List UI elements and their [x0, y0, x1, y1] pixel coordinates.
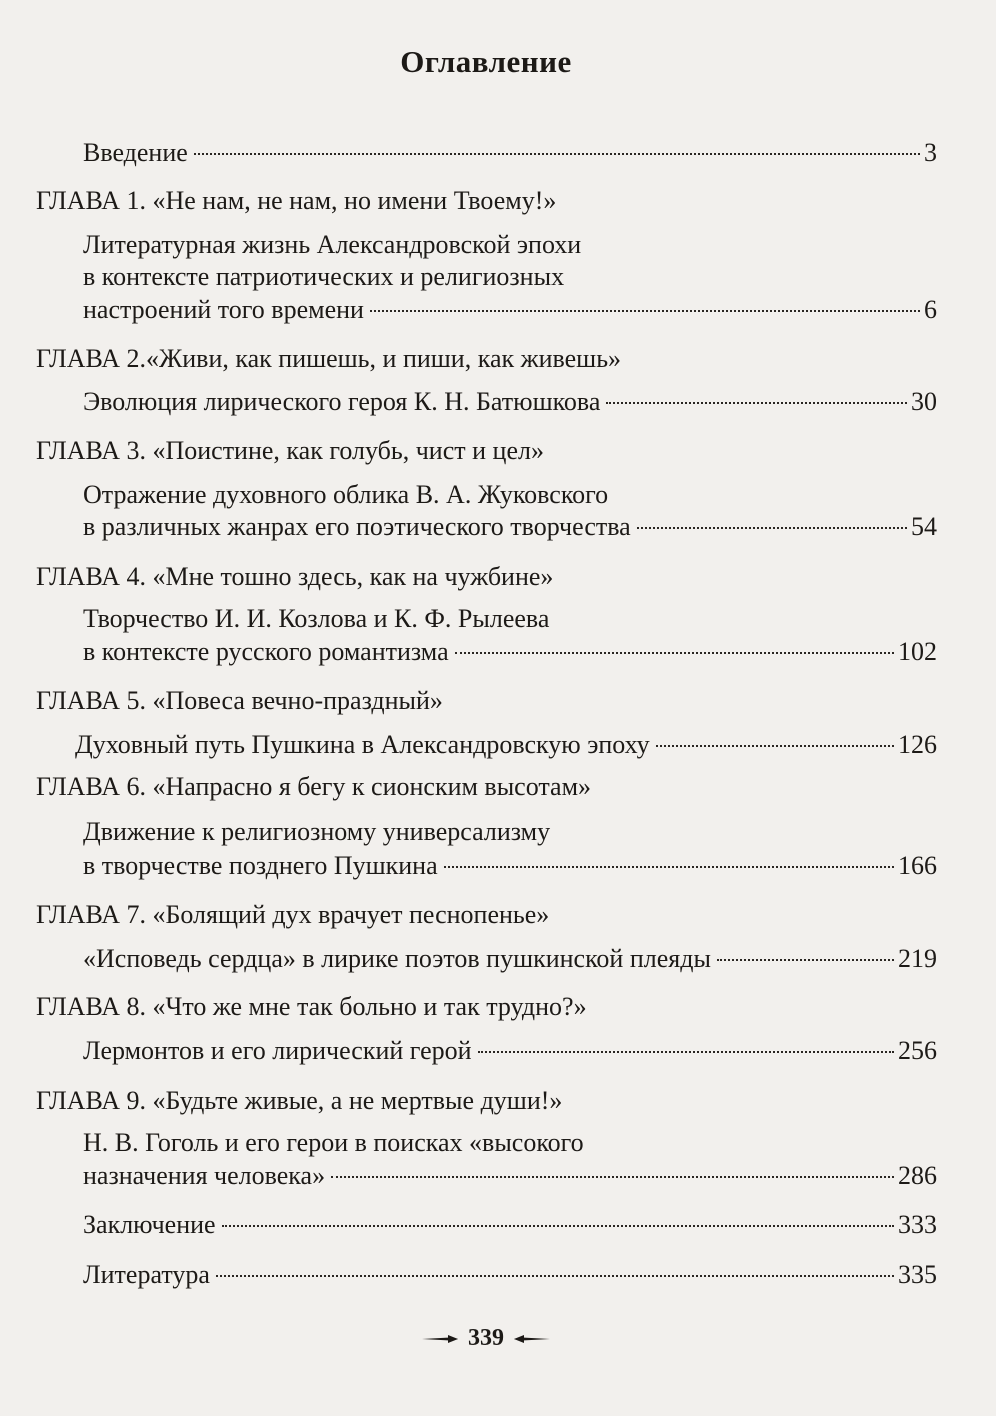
toc-page-number: 166: [898, 851, 937, 880]
toc-entry-chapter-1: [83, 293, 937, 327]
chapter-heading-6: ГЛАВА 6. «Напрасно я бегу к сионским высотам»: [36, 772, 592, 801]
toc-entry-text: в контексте русского романтизма: [83, 637, 449, 666]
dot-leader: [222, 1225, 894, 1227]
chapter-heading-2: ГЛАВА 2.«Живи, как пишешь, и пиши, как живешь»: [36, 344, 622, 373]
toc-entry-text: Лермонтов и его лирический герой: [83, 1036, 472, 1065]
toc-entry-chapter-2: [83, 385, 937, 419]
toc-page-number: 3: [924, 138, 937, 167]
toc-entry-text: Духовный путь Пушкина в Александровскую эпоху: [75, 730, 650, 759]
chapter-subtitle-line: Литературная жизнь Александровской эпохи: [83, 230, 582, 259]
chapter-heading-8: ГЛАВА 8. «Что же мне так больно и так трудно?»: [36, 992, 587, 1021]
toc-entry-chapter-5: [75, 728, 937, 762]
page-title: Оглавление: [400, 44, 572, 79]
toc-entry-text: Введение: [83, 138, 188, 167]
right-ornament-icon: [512, 1332, 552, 1346]
toc-entry-chapter-7: [83, 942, 937, 976]
dot-leader: [370, 310, 920, 312]
toc-page-number: 6: [924, 295, 937, 324]
page-number-footer: [0, 1325, 972, 1352]
toc-page-number: 126: [898, 730, 937, 759]
chapter-heading-5: ГЛАВА 5. «Повеса вечно-праздный»: [36, 686, 443, 715]
toc-entry-chapter-3: [83, 510, 937, 544]
toc-entry-text: настроений того времени: [83, 295, 364, 324]
toc-entry-chapter-8: [83, 1034, 937, 1068]
dot-leader: [194, 153, 920, 155]
chapter-heading-3: ГЛАВА 3. «Поистине, как голубь, чист и цел»: [36, 436, 544, 465]
dot-leader: [606, 402, 907, 404]
dot-leader: [717, 959, 894, 961]
dot-leader: [478, 1051, 894, 1053]
toc-page-number: 335: [898, 1260, 937, 1289]
chapter-subtitle-line: в контексте патриотических и религиозных: [83, 262, 565, 291]
dot-leader: [455, 652, 894, 654]
toc-page-number: 256: [898, 1036, 937, 1065]
toc-entry-introduction: [83, 136, 937, 170]
toc-page-number: 54: [911, 512, 937, 541]
toc-entry-text: Литература: [83, 1260, 210, 1289]
chapter-heading-1: ГЛАВА 1. «Не нам, не нам, но имени Твоему!»: [36, 186, 557, 215]
toc-entry-chapter-4: [83, 635, 937, 669]
chapter-subtitle-line: Движение к религиозному универсализму: [83, 817, 551, 846]
chapter-subtitle-line: Творчество И. И. Козлова и К. Ф. Рылеева: [83, 604, 550, 633]
toc-entry-chapter-6: [83, 849, 937, 883]
dot-leader: [216, 1275, 894, 1277]
dot-leader: [331, 1176, 894, 1178]
toc-page-number: 102: [898, 637, 937, 666]
chapter-heading-9: ГЛАВА 9. «Будьте живые, а не мертвые души!»: [36, 1086, 563, 1115]
dot-leader: [637, 527, 907, 529]
toc-entry-conclusion: [83, 1208, 937, 1242]
left-ornament-icon: [420, 1332, 460, 1346]
chapter-heading-7: ГЛАВА 7. «Болящий дух врачует песнопенье»: [36, 900, 550, 929]
toc-entry-chapter-9: [83, 1159, 937, 1193]
dot-leader: [444, 866, 894, 868]
toc-entry-text: «Исповедь сердца» в лирике поэтов пушкинской плеяды: [83, 944, 711, 973]
toc-page-number: 286: [898, 1161, 937, 1190]
dot-leader: [656, 745, 894, 747]
toc-entry-text: в различных жанрах его поэтического творчества: [83, 512, 631, 541]
toc-page-number: 219: [898, 944, 937, 973]
toc-page-number: 333: [898, 1210, 937, 1239]
toc-entry-text: Эволюция лирического героя К. Н. Батюшкова: [83, 387, 601, 416]
toc-page-number: 30: [911, 387, 937, 416]
toc-entry-text: в творчестве позднего Пушкина: [83, 851, 438, 880]
toc-entry-text: назначения человека»: [83, 1161, 326, 1190]
folio-number: 339: [468, 1325, 504, 1351]
chapter-heading-4: ГЛАВА 4. «Мне тошно здесь, как на чужбине»: [36, 562, 554, 591]
toc-entry-bibliography: [83, 1258, 937, 1292]
chapter-subtitle-line: Отражение духовного облика В. А. Жуковского: [83, 480, 609, 509]
toc-entry-text: Заключение: [83, 1210, 216, 1239]
chapter-subtitle-line: Н. В. Гоголь и его герои в поисках «высокого: [83, 1128, 584, 1157]
